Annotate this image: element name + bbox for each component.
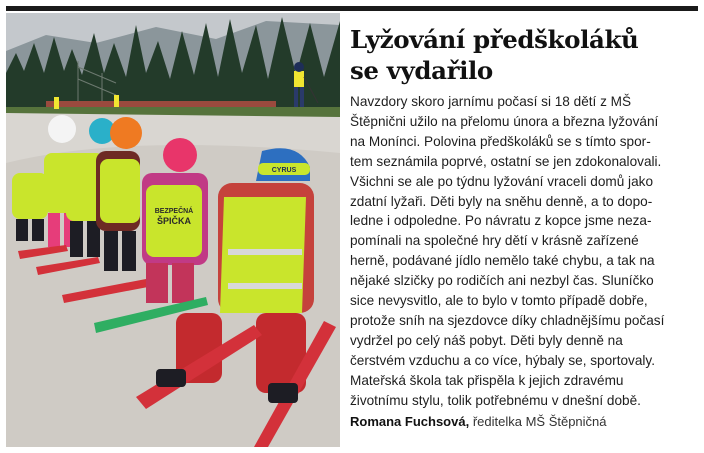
author-role: ředitelka MŠ Štěpničná bbox=[472, 413, 607, 429]
body-line: Všichni se ale po týdnu lyžování vraceli domů jako bbox=[350, 173, 653, 189]
article-headline bbox=[350, 24, 698, 86]
body-line: Štěpnični užilo na přelomu února a března lyžování bbox=[350, 113, 659, 129]
author-name: Romana Fuchsová, bbox=[350, 413, 470, 429]
body-line: protože sníh na sjezdovce díky chladnějšímu počasí bbox=[350, 312, 665, 328]
top-rule bbox=[6, 6, 698, 11]
body-line: tem seznámila poprvé, ostatní se jen zdokonalovali. bbox=[350, 153, 662, 169]
article-photo bbox=[6, 13, 340, 447]
article bbox=[350, 24, 698, 431]
body-line: pomínali na společné hry dětí v krásně zařízené bbox=[350, 233, 639, 249]
body-line: nějaké slzičky po rodičích ani nezbyl čas. Sluníčko bbox=[350, 273, 654, 289]
body-line: ledne i odpoledne. Po návratu z kopce jsme neza- bbox=[350, 213, 652, 229]
helmet-text: CYRUS bbox=[271, 167, 297, 174]
body-line: herně, podávané jídlo nemělo také chybu, a tak na bbox=[350, 253, 655, 269]
body-line: čerstvém vzduchu a co více, hýbaly se, sportovaly. bbox=[350, 352, 655, 368]
body-line: na Monínci. Polovina předškoláků se s tímto spor- bbox=[350, 133, 651, 149]
body-line: vydržel po celý náš pobyt. Děti byly denně na bbox=[350, 332, 623, 348]
vest-text-bottom: ŠPIČKA bbox=[156, 216, 192, 226]
body-line: Mateřská škola tak přispěla k jejich zdravému bbox=[350, 372, 624, 388]
headline-line: se vydařilo bbox=[350, 56, 493, 85]
headline-line: Lyžování předškoláků bbox=[350, 25, 639, 54]
body-line: zdatní lyžaři. Děti byly na sněhu denně, a to dopo- bbox=[350, 193, 653, 209]
byline bbox=[350, 412, 698, 431]
vest-text-top: BEZPEČNÁ bbox=[154, 208, 194, 215]
body-line: Navzdory skoro jarnímu počasí si 18 dětí z MŠ bbox=[350, 94, 632, 109]
body-line: sice nevysvitlo, ale to bylo v tomto případě dobře, bbox=[350, 293, 648, 309]
body-line: životnímu stylu, tolik potřebnému v dnešní době. bbox=[350, 392, 641, 408]
article-body bbox=[350, 92, 698, 411]
